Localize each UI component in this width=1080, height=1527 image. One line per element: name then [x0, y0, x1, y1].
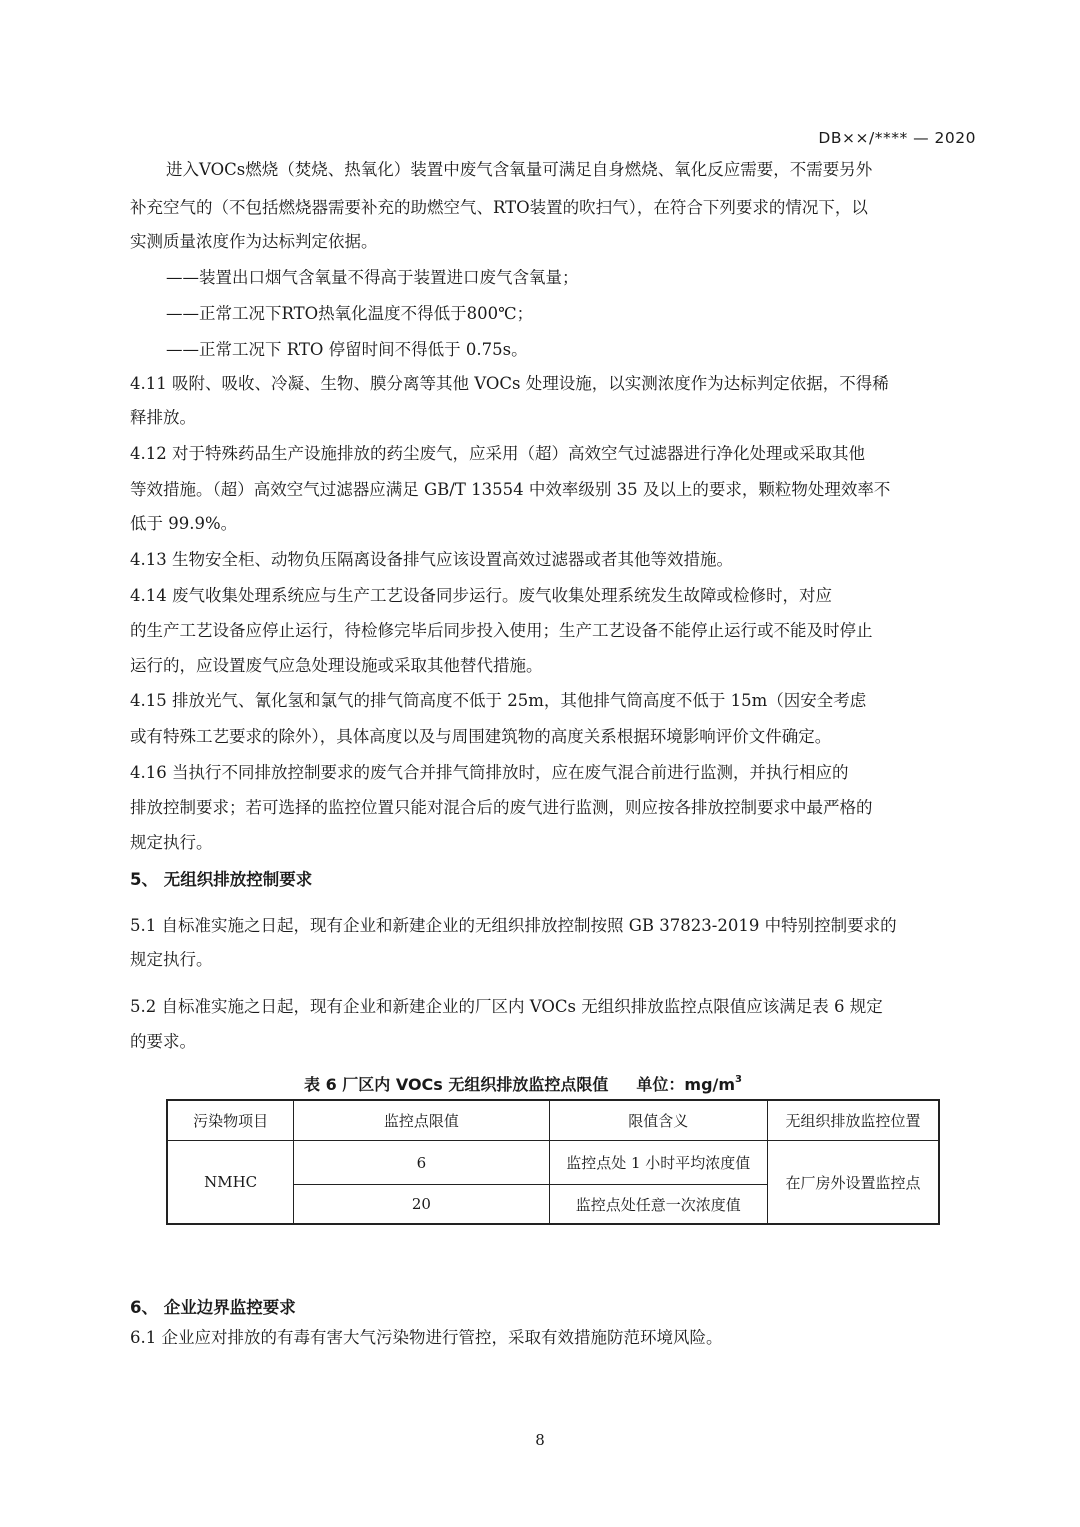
- clause-5-1: 5.1 自标准实施之日起，现有企业和新建企业的无组织排放控制按照 GB 37823-2019 中特别控制要求的: [130, 916, 897, 935]
- paragraph-line: 实测质量浓度作为达标判定依据。: [130, 232, 378, 251]
- clause-4-15: 4.15 排放光气、氰化氢和氯气的排气筒高度不低于 25m，其他排气筒高度不低于 15m（因安全考虑: [130, 691, 867, 710]
- clause-5-2: 5.2 自标准实施之日起，现有企业和新建企业的厂区内 VOCs 无组织排放监控点限值应该满足表 6 规定: [130, 997, 883, 1016]
- table-row: [167, 1141, 939, 1185]
- paragraph-line: 运行的，应设置废气应急处理设施或采取其他替代措施。: [130, 656, 543, 675]
- pollutant-cell: NMHC: [167, 1141, 294, 1225]
- section-6-heading: 6、 企业边界监控要求: [130, 1298, 296, 1317]
- table-title: 表 6 厂区内 VOCs 无组织排放监控点限值: [304, 1075, 609, 1094]
- table-6-caption: [304, 1072, 742, 1095]
- location-cell: 在厂房外设置监控点: [767, 1141, 939, 1225]
- list-item: ——装置出口烟气含氧量不得高于装置进口废气含氧量；: [166, 268, 579, 287]
- paragraph-line: 补充空气的（不包括燃烧器需要补充的助燃空气、RTO装置的吹扫气），在符合下列要求的情况下，以: [130, 198, 868, 217]
- table-header-row: [167, 1100, 939, 1141]
- column-header: 污染物项目: [167, 1100, 294, 1141]
- paragraph-line: 规定执行。: [130, 950, 213, 969]
- paragraph-line: 释排放。: [130, 408, 196, 427]
- paragraph-line: 或有特殊工艺要求的除外），具体高度以及与周围建筑物的高度关系根据环境影响评价文件确定。: [130, 727, 832, 746]
- list-item: ——正常工况下 RTO 停留时间不得低于 0.75s。: [166, 340, 528, 359]
- clause-4-14: 4.14 废气收集处理系统应与生产工艺设备同步运行。废气收集处理系统发生故障或检修时，对应: [130, 586, 832, 605]
- table-6: [166, 1099, 940, 1225]
- column-header: 监控点限值: [294, 1100, 549, 1141]
- limit-cell: 20: [294, 1185, 549, 1225]
- paragraph-line: 低于 99.9%。: [130, 514, 238, 533]
- page-number: 8: [535, 1431, 545, 1449]
- column-header: 限值含义: [549, 1100, 767, 1141]
- paragraph-line: 规定执行。: [130, 833, 213, 852]
- document-code-header: DB××/**** — 2020: [818, 129, 976, 147]
- clause-4-13: 4.13 生物安全柜、动物负压隔离设备排气应该设置高效过滤器或者其他等效措施。: [130, 550, 733, 569]
- meaning-cell: 监控点处任意一次浓度值: [549, 1185, 767, 1225]
- paragraph-line: 进入VOCs燃烧（焚烧、热氧化）装置中废气含氧量可满足自身燃烧、氧化反应需要，不需要另外: [166, 160, 873, 179]
- clause-6-1: 6.1 企业应对排放的有毒有害大气污染物进行管控，采取有效措施防范环境风险。: [130, 1328, 723, 1347]
- paragraph-line: 排放控制要求；若可选择的监控位置只能对混合后的废气进行监测，则应按各排放控制要求中最严格的: [130, 798, 873, 817]
- table-unit: 单位：$mg/m^3$: [636, 1074, 743, 1094]
- clause-4-12: 4.12 对于特殊药品生产设施排放的药尘废气，应采用（超）高效空气过滤器进行净化处理或采取其他: [130, 444, 865, 463]
- paragraph-line: 等效措施。（超）高效空气过滤器应满足 GB/T 13554 中效率级别 35 及以上的要求，颗粒物处理效率不: [130, 480, 891, 499]
- list-item: ——正常工况下RTO热氧化温度不得低于800℃；: [166, 304, 534, 323]
- limit-cell: 6: [294, 1141, 549, 1185]
- section-5-heading: 5、 无组织排放控制要求: [130, 870, 313, 889]
- paragraph-line: 的生产工艺设备应停止运行，待检修完毕后同步投入使用；生产工艺设备不能停止运行或不能及时停止: [130, 621, 873, 640]
- paragraph-line: 的要求。: [130, 1032, 196, 1051]
- meaning-cell: 监控点处 1 小时平均浓度值: [549, 1141, 767, 1185]
- column-header: 无组织排放监控位置: [767, 1100, 939, 1141]
- clause-4-16: 4.16 当执行不同排放控制要求的废气合并排气筒排放时，应在废气混合前进行监测，并执行相应的: [130, 763, 849, 782]
- clause-4-11: 4.11 吸附、吸收、冷凝、生物、膜分离等其他 VOCs 处理设施，以实测浓度作为达标判定依据，不得稀: [130, 374, 889, 393]
